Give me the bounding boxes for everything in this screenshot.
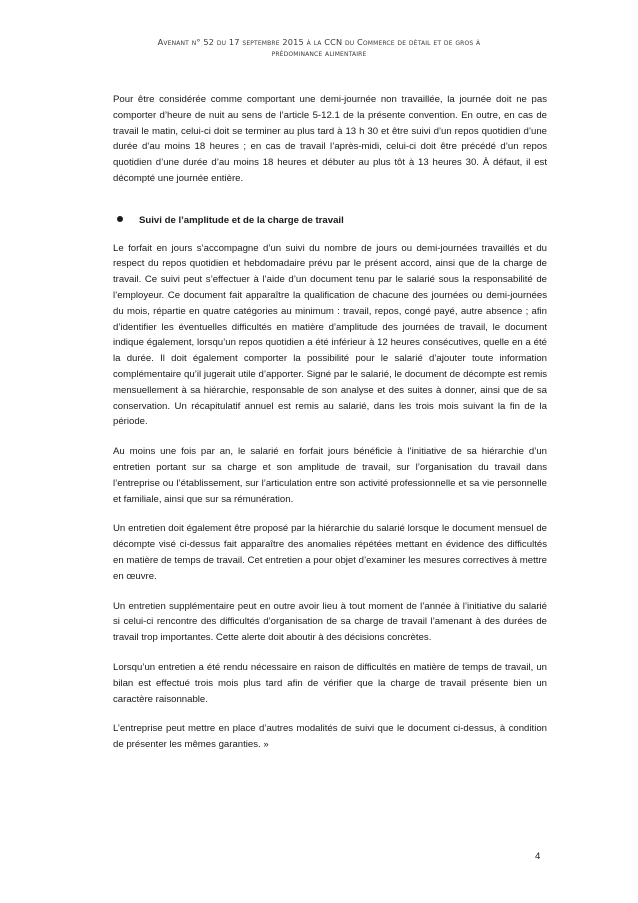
bullet-icon bbox=[117, 216, 123, 222]
paragraph-7: L’entreprise peut mettre en place d’autres modalités de suivi que le document ci-dessus, à condition de présenter les mêmes garanties. » bbox=[113, 723, 547, 751]
header-line-2: prédominance alimentaire bbox=[271, 48, 367, 58]
section-heading-text: Suivi de l’amplitude et de la charge de travail bbox=[139, 214, 344, 226]
running-header bbox=[98, 37, 540, 59]
paragraph-5: Un entretien supplémentaire peut en outre avoir lieu à tout moment de l’année à l’initiative du salarié si celui-ci rencontre des difficultés d’organisation de sa charge de travail l’amenant à des durées de travail trop importantes. Cette alerte doit aboutir à des décisions concrètes. bbox=[113, 600, 547, 644]
header-line-1: Avenant n° 52 du 17 septembre 2015 à la CCN du Commerce de détail et de gros à bbox=[157, 37, 481, 47]
paragraph-6: Lorsqu’un entretien a été rendu nécessaire en raison de difficultés en matière de temps de travail, un bilan est effectué trois mois plus tard afin de vérifier que la charge de travail présente bien un caractère raisonnable. bbox=[113, 661, 547, 705]
paragraph-1: Pour être considérée comme comportant une demi-journée non travaillée, la journée doit ne pas comporter d’heure de nuit au sens de l’article 5-12.1 de la présente convention. En outre, en cas de travail le matin, celui-ci doit se terminer au plus tard à 13 h 30 et être suivi d’un repos quotidien d’une durée d’au moins 18 heures ; en cas de travail l’après-midi, celui-ci doit être précédé d’un repos quotidien d’une durée d’au moins 18 heures et débuter au plus tôt à 13 heures 30. À défaut, il est décompté une journée entière. bbox=[113, 94, 547, 184]
paragraph-4: Un entretien doit également être proposé par la hiérarchie du salarié lorsque le document mensuel de décompte visé ci-dessus fait apparaître des anomalies répétées mettant en évidence des difficultés en matière de temps de travail. Cet entretien a pour objet d’examiner les mesures correctives à mettre en œuvre. bbox=[113, 523, 547, 582]
page-number: 4 bbox=[535, 851, 541, 862]
section-heading bbox=[113, 213, 547, 229]
body-text bbox=[113, 92, 547, 767]
paragraph-2: Le forfait en jours s’accompagne d’un suivi du nombre de jours ou demi-journées travaillés et du respect du repos quotidien et hebdomadaire prévu par le présent accord, ainsi que de la charge de travail. Ce suivi peut s’effectuer à l’aide d’un document tenu par le salarié sous la responsabilité de l’employeur. Ce document fait apparaître la qualification de chacune des journées ou demi-journées du mois, répartie en quatre catégories au minimum : travail, repos, congé payé, autre absence ; afin d’identifier les éventuelles difficultés en matière d’amplitude des journées de travail, le document indique également, lorsqu’un repos quotidien a été inférieur à 12 heures consécutives, quelle en a été la durée. Il doit également comporter la possibilité pour le salarié d’ajouter toute information complémentaire qu’il jugerait utile d’apporter. Signé par le salarié, le document de décompte est remis mensuellement à sa hiérarchie, responsable de son analyse et des suites à donner, ainsi que de sa conservation. Un récapitulatif annuel est remis au salarié, dans les trois mois suivant la fin de la période. bbox=[113, 242, 547, 428]
paragraph-3: Au moins une fois par an, le salarié en forfait jours bénéficie à l’initiative de sa hiérarchie d’un entretien portant sur sa charge et son amplitude de travail, sur l’organisation du travail dans l’entreprise ou l’établissement, sur l’articulation entre son activité professionnelle et sa vie personnelle et familiale, ainsi que sur sa rémunération. bbox=[113, 446, 547, 505]
